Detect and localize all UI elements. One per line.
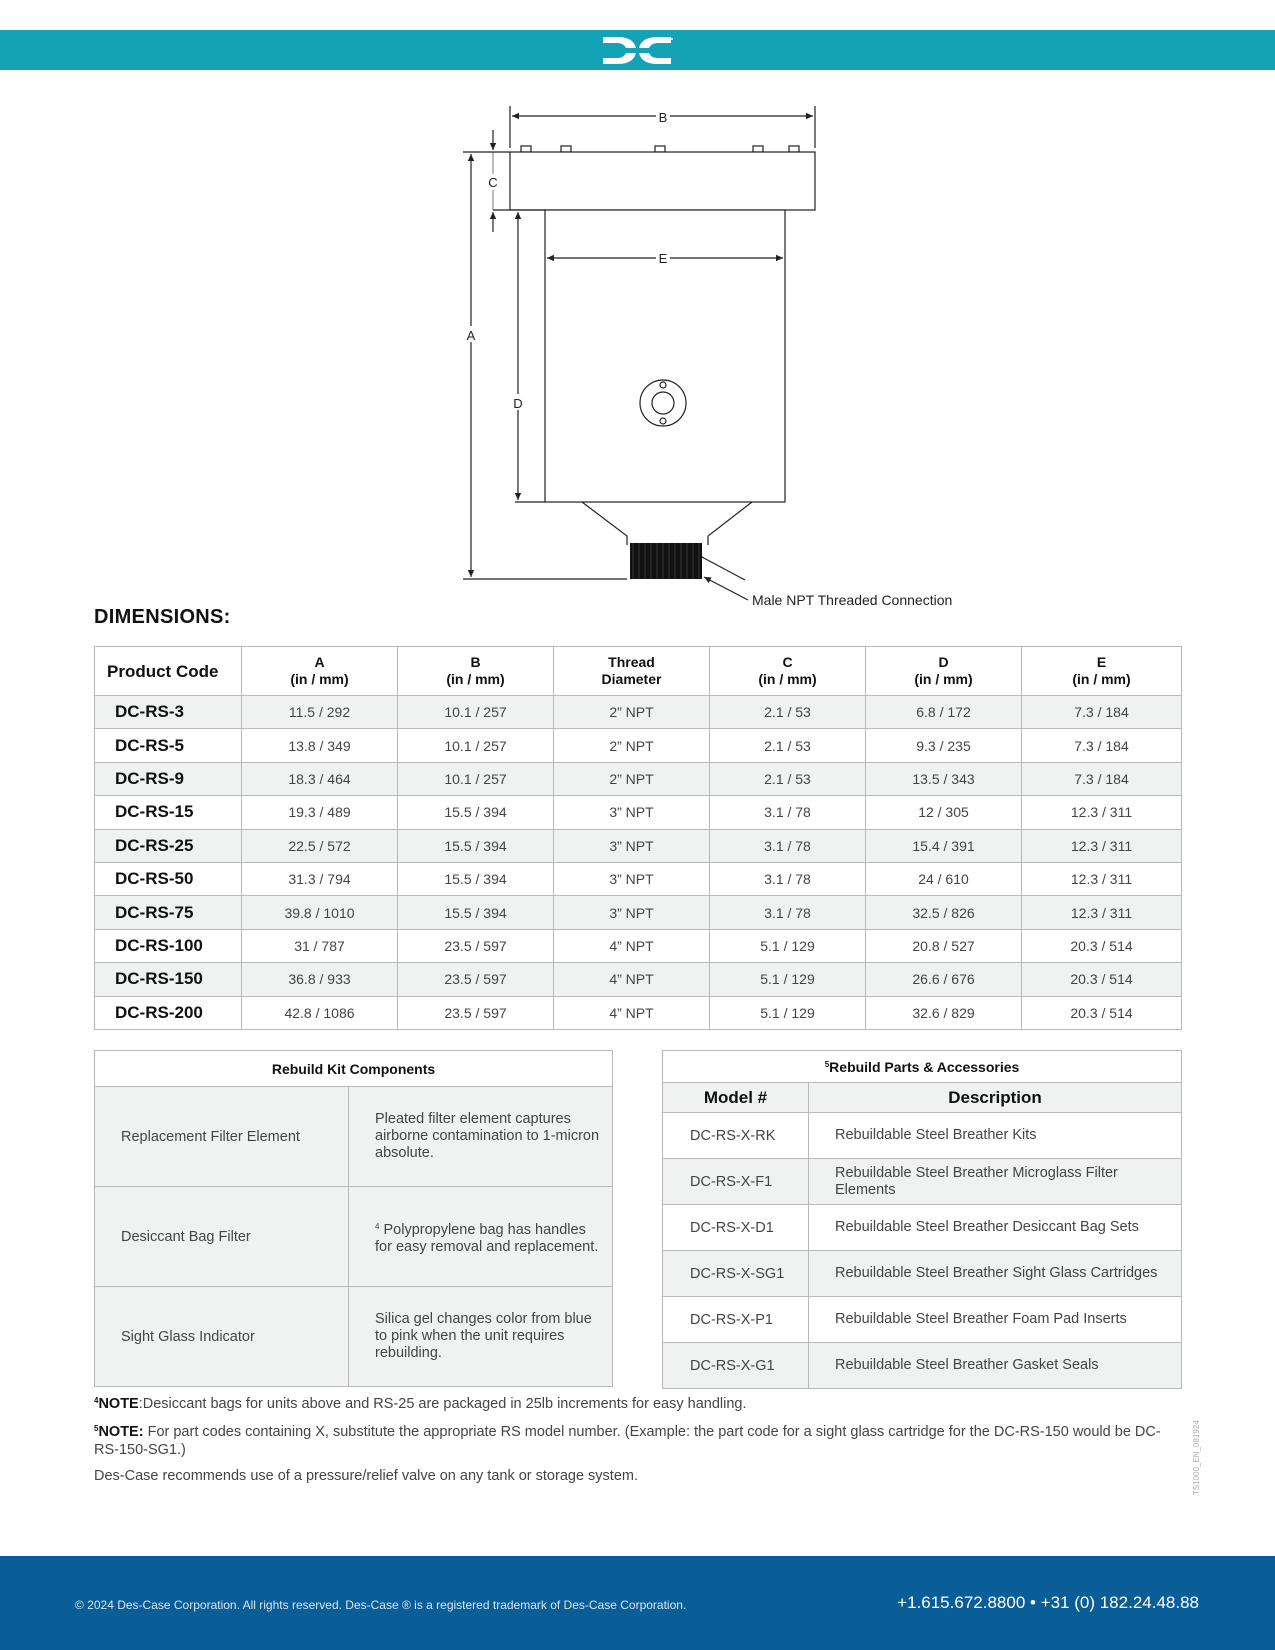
footnote-marker: 4	[375, 1221, 380, 1231]
rebuild-kit-title: Rebuild Kit Components	[95, 1051, 613, 1087]
dimensions-table	[94, 646, 1182, 1030]
part-description: Rebuildable Steel Breather Sight Glass Cartridges	[809, 1251, 1182, 1297]
part-description: Rebuildable Steel Breather Microglass Filter Elements	[809, 1159, 1182, 1205]
header-product-code: Product Code	[95, 647, 242, 696]
table-row	[663, 1113, 1182, 1159]
table-cell: 42.8 / 1086	[242, 996, 398, 1029]
part-model: DC-RS-X-F1	[663, 1159, 809, 1205]
header-description: Description	[809, 1083, 1182, 1113]
dim-label-c: C	[488, 175, 498, 190]
table-cell: 20.3 / 514	[1022, 996, 1182, 1029]
note-4	[94, 1392, 1184, 1413]
table-cell: 24 / 610	[866, 862, 1022, 895]
product-code-cell: DC-RS-200	[95, 996, 242, 1029]
table-cell: 10.1 / 257	[398, 696, 554, 729]
product-code-cell: DC-RS-5	[95, 729, 242, 762]
part-model: DC-RS-X-G1	[663, 1343, 809, 1389]
table-cell: 3.1 / 78	[710, 829, 866, 862]
table-cell: 26.6 / 676	[866, 963, 1022, 996]
table-cell: 23.5 / 597	[398, 996, 554, 1029]
note-label: NOTE	[98, 1396, 139, 1412]
header-model: Model #	[663, 1083, 809, 1113]
table-cell: 2.1 / 53	[710, 729, 866, 762]
table-cell: 23.5 / 597	[398, 929, 554, 962]
table-cell: 15.5 / 394	[398, 862, 554, 895]
note-text: For part codes containing X, substitute the appropriate RS model number. (Example: the part code for a sight glass cartridge for the DC-RS-150 would be DC-RS-150-SG1.)	[94, 1424, 1161, 1458]
table-row	[95, 796, 1182, 829]
document-id: TS1000_EN_081924	[1192, 1420, 1201, 1495]
kit-component-description: Pleated filter element captures airborne contamination to 1-micron absolute.	[349, 1087, 613, 1187]
table-row	[95, 929, 1182, 962]
kit-component-name: Replacement Filter Element	[95, 1087, 349, 1187]
part-description: Rebuildable Steel Breather Gasket Seals	[809, 1343, 1182, 1389]
phone-numbers: +1.615.672.8800 • +31 (0) 182.24.48.88	[897, 1593, 1199, 1612]
table-cell: 2” NPT	[554, 696, 710, 729]
table-cell: 2” NPT	[554, 762, 710, 795]
table-cell: 32.5 / 826	[866, 896, 1022, 929]
table-cell: 32.6 / 829	[866, 996, 1022, 1029]
breather-dimension-drawing	[455, 100, 975, 615]
note-number: 5	[94, 1424, 99, 1433]
table-cell: 15.5 / 394	[398, 829, 554, 862]
table-cell: 12.3 / 311	[1022, 796, 1182, 829]
dim-label-a: A	[466, 328, 476, 343]
table-row	[95, 1087, 613, 1187]
table-cell: 11.5 / 292	[242, 696, 398, 729]
table-cell: 20.8 / 527	[866, 929, 1022, 962]
note-5	[94, 1420, 1184, 1459]
header-b: B (in / mm)	[398, 647, 554, 696]
table-cell: 7.3 / 184	[1022, 729, 1182, 762]
valve-recommendation: Des-Case recommends use of a pressure/relief valve on any tank or storage system.	[94, 1468, 638, 1484]
note-number: 4	[94, 1396, 99, 1405]
table-row	[663, 1343, 1182, 1389]
table-cell: 2.1 / 53	[710, 696, 866, 729]
header-thread-diameter: Thread Diameter	[554, 647, 710, 696]
table-cell: 15.5 / 394	[398, 896, 554, 929]
table-cell: 4” NPT	[554, 996, 710, 1029]
table-cell: 10.1 / 257	[398, 729, 554, 762]
table-cell: 15.4 / 391	[866, 829, 1022, 862]
table-cell: 2” NPT	[554, 729, 710, 762]
table-cell: 10.1 / 257	[398, 762, 554, 795]
table-cell: 3” NPT	[554, 896, 710, 929]
table-cell: 31 / 787	[242, 929, 398, 962]
npt-connection-callout: Male NPT Threaded Connection	[752, 592, 953, 608]
table-cell: 6.8 / 172	[866, 696, 1022, 729]
header-c: C (in / mm)	[710, 647, 866, 696]
table-cell: 12 / 305	[866, 796, 1022, 829]
table-cell: 12.3 / 311	[1022, 896, 1182, 929]
header-a: A (in / mm)	[242, 647, 398, 696]
rebuild-kit-table	[94, 1050, 613, 1387]
rebuild-parts-table	[662, 1050, 1182, 1389]
footer-bar	[0, 1556, 1275, 1650]
table-cell: 4” NPT	[554, 929, 710, 962]
table-cell: 13.8 / 349	[242, 729, 398, 762]
table-cell: 39.8 / 1010	[242, 896, 398, 929]
table-row	[95, 996, 1182, 1029]
header-d: D (in / mm)	[866, 647, 1022, 696]
table-row	[663, 1251, 1182, 1297]
table-cell: 20.3 / 514	[1022, 929, 1182, 962]
table-cell: 23.5 / 597	[398, 963, 554, 996]
footnote-marker: 5	[824, 1059, 830, 1069]
table-cell: 19.3 / 489	[242, 796, 398, 829]
dim-label-e: E	[658, 251, 668, 266]
table-cell: 12.3 / 311	[1022, 829, 1182, 862]
table-row	[95, 829, 1182, 862]
product-code-cell: DC-RS-75	[95, 896, 242, 929]
header-bar	[0, 30, 1275, 70]
part-model: DC-RS-X-RK	[663, 1113, 809, 1159]
part-description: Rebuildable Steel Breather Foam Pad Inserts	[809, 1297, 1182, 1343]
table-cell: 5.1 / 129	[710, 996, 866, 1029]
dim-label-d: D	[513, 396, 523, 411]
table-cell: 7.3 / 184	[1022, 762, 1182, 795]
table-row	[95, 963, 1182, 996]
kit-component-description: Silica gel changes color from blue to pink when the unit requires rebuilding.	[349, 1287, 613, 1387]
product-code-cell: DC-RS-25	[95, 829, 242, 862]
part-description: Rebuildable Steel Breather Kits	[809, 1113, 1182, 1159]
table-cell: 20.3 / 514	[1022, 963, 1182, 996]
product-code-cell: DC-RS-15	[95, 796, 242, 829]
table-cell: 5.1 / 129	[710, 963, 866, 996]
table-row	[663, 1159, 1182, 1205]
table-row	[95, 1287, 613, 1387]
dc-logo-icon	[603, 37, 673, 64]
table-row	[95, 1187, 613, 1287]
table-cell: 12.3 / 311	[1022, 862, 1182, 895]
product-code-cell: DC-RS-150	[95, 963, 242, 996]
table-row	[95, 696, 1182, 729]
table-cell: 15.5 / 394	[398, 796, 554, 829]
product-code-cell: DC-RS-3	[95, 696, 242, 729]
table-cell: 3” NPT	[554, 862, 710, 895]
table-row	[95, 896, 1182, 929]
table-row	[95, 762, 1182, 795]
part-model: DC-RS-X-D1	[663, 1205, 809, 1251]
copyright-text: © 2024 Des-Case Corporation. All rights reserved. Des-Case ® is a registered trademark of Des-Case Corporation.	[75, 1598, 687, 1612]
kit-component-description: $^4$ Polypropylene bag has handles for easy removal and replacement.	[349, 1187, 613, 1287]
table-cell: 3.1 / 78	[710, 796, 866, 829]
table-row	[95, 862, 1182, 895]
product-code-cell: DC-RS-100	[95, 929, 242, 962]
table-cell: 31.3 / 794	[242, 862, 398, 895]
table-row	[95, 729, 1182, 762]
part-model: DC-RS-X-SG1	[663, 1251, 809, 1297]
kit-component-name: Sight Glass Indicator	[95, 1287, 349, 1387]
table-cell: 18.3 / 464	[242, 762, 398, 795]
dim-label-b: B	[658, 110, 668, 125]
table-cell: 22.5 / 572	[242, 829, 398, 862]
kit-component-name: Desiccant Bag Filter	[95, 1187, 349, 1287]
table-cell: 36.8 / 933	[242, 963, 398, 996]
header-e: E (in / mm)	[1022, 647, 1182, 696]
table-cell: 4” NPT	[554, 963, 710, 996]
part-model: DC-RS-X-P1	[663, 1297, 809, 1343]
table-row	[663, 1297, 1182, 1343]
rebuild-parts-title: $^5$Rebuild Parts & Accessories	[663, 1051, 1182, 1083]
table-cell: 3” NPT	[554, 829, 710, 862]
table-cell: 3.1 / 78	[710, 896, 866, 929]
product-code-cell: DC-RS-50	[95, 862, 242, 895]
table-cell: 7.3 / 184	[1022, 696, 1182, 729]
table-cell: 9.3 / 235	[866, 729, 1022, 762]
dimensions-header-row	[95, 647, 1182, 696]
table-cell: 5.1 / 129	[710, 929, 866, 962]
table-cell: 3.1 / 78	[710, 862, 866, 895]
table-cell: 3” NPT	[554, 796, 710, 829]
table-cell: 2.1 / 53	[710, 762, 866, 795]
part-description: Rebuildable Steel Breather Desiccant Bag Sets	[809, 1205, 1182, 1251]
table-row	[663, 1205, 1182, 1251]
dimensions-title: DIMENSIONS:	[94, 606, 231, 628]
table-cell: 13.5 / 343	[866, 762, 1022, 795]
note-text: :Desiccant bags for units above and RS-25 are packaged in 25lb increments for easy handling.	[138, 1396, 747, 1412]
note-label: NOTE:	[98, 1424, 144, 1440]
product-code-cell: DC-RS-9	[95, 762, 242, 795]
